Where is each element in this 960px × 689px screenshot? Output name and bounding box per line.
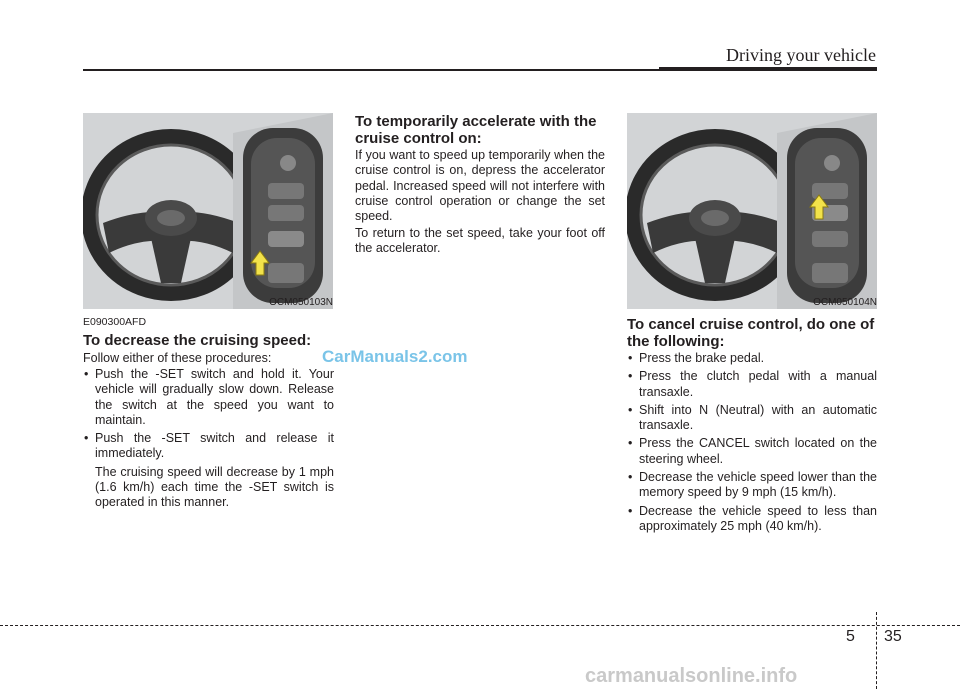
accelerate-heading: To temporarily accelerate with the cruise control on: bbox=[355, 113, 597, 147]
decrease-speed-heading: To decrease the cruising speed: bbox=[83, 332, 312, 349]
page-number: 35 bbox=[884, 628, 902, 645]
footer-divider bbox=[876, 612, 877, 689]
steering-wheel-illustration bbox=[83, 113, 333, 309]
header-rule bbox=[83, 69, 659, 71]
list-item-detail: The cruising speed will decrease by 1 mph (1.6 km/h) each time the -SET switch is operated in this manner. bbox=[95, 464, 334, 510]
list-item: • Shift into N (Neutral) with an automatic transaxle. bbox=[627, 403, 877, 434]
steering-wheel-figure-left bbox=[83, 113, 333, 309]
section-title: Driving your vehicle bbox=[726, 45, 876, 65]
cancel-list bbox=[627, 351, 877, 537]
figure-caption-left: OCM050103N bbox=[269, 297, 333, 308]
list-item: • Push the -SET switch and release it immediately. bbox=[83, 431, 334, 462]
list-item: • Press the clutch pedal with a manual transaxle. bbox=[627, 369, 877, 400]
list-item: • Press the CANCEL switch located on the steering wheel. bbox=[627, 436, 877, 467]
accelerate-paragraph-1: If you want to speed up temporarily when the cruise control is on, depress the accelerator pedal. Increased speed will not interfere with cruise control operation or change the set speed. bbox=[355, 148, 605, 224]
decrease-speed-intro: Follow either of these procedures: bbox=[83, 351, 272, 365]
steering-wheel-illustration bbox=[627, 113, 877, 309]
cancel-heading: To cancel cruise control, do one of the following: bbox=[627, 316, 875, 350]
decrease-speed-list bbox=[83, 367, 334, 511]
section-code: E090300AFD bbox=[83, 316, 147, 328]
steering-wheel-figure-right bbox=[627, 113, 877, 309]
chapter-number: 5 bbox=[846, 628, 855, 645]
site-watermark: carmanualsonline.info bbox=[585, 665, 798, 687]
list-item: • Push the -SET switch and hold it. Your vehicle will gradually slow down. Release the switch at the speed you want to maintain. bbox=[83, 367, 334, 428]
header-rule-thick bbox=[659, 67, 877, 71]
watermark: CarManuals2.com bbox=[322, 347, 468, 366]
figure-caption-right: OCM050104N bbox=[813, 297, 877, 308]
accelerate-paragraph-2: To return to the set speed, take your foot off the accelerator. bbox=[355, 226, 605, 256]
footer-rule bbox=[0, 625, 960, 626]
list-item: • Decrease the vehicle speed lower than the memory speed by 9 mph (15 km/h). bbox=[627, 470, 877, 501]
list-item: • Decrease the vehicle speed to less than approximately 25 mph (40 km/h). bbox=[627, 504, 877, 535]
list-item: • Press the brake pedal. bbox=[627, 351, 877, 366]
